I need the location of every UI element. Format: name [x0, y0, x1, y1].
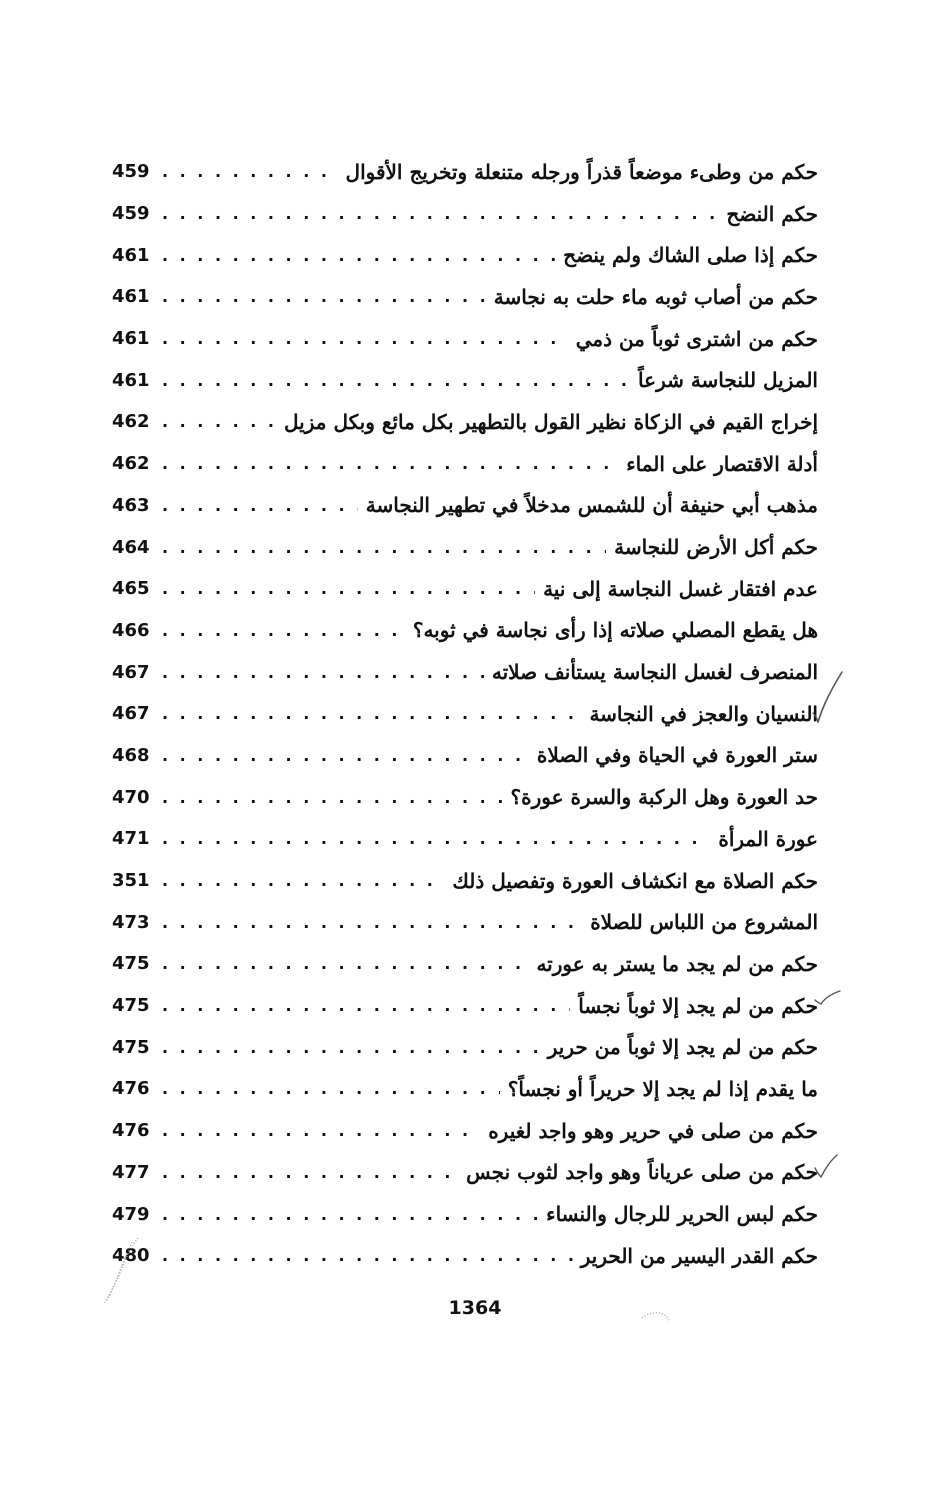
toc-entry: [112, 234, 818, 276]
toc-entry-page: 462: [112, 453, 150, 475]
toc-entry: [112, 860, 818, 902]
toc-entry-page: 351: [112, 870, 150, 892]
toc-entry-title: عدم افتقار غسل النجاسة إلى نية: [543, 576, 818, 601]
toc-entry: [112, 151, 818, 193]
toc-entry: [112, 651, 818, 693]
dot-leader: [162, 663, 484, 682]
toc-entry-title: حكم من صلى في حرير وهو واجد لغيره: [488, 1118, 818, 1143]
toc-entry-title: المنصرف لغسل النجاسة يستأنف صلاته: [491, 660, 818, 685]
dot-leader: [162, 954, 528, 973]
toc-entry: [112, 1193, 818, 1235]
dot-leader: [162, 287, 486, 306]
toc-entry-title: حكم من صلى عرياناً وهو واجد لثوب نجس: [466, 1160, 818, 1185]
toc-entry-page: 476: [112, 1078, 150, 1100]
toc-entry-page: 464: [112, 536, 150, 558]
toc-entry-title: حد العورة وهل الركبة والسرة عورة؟: [510, 785, 818, 810]
toc-entry: [112, 568, 818, 610]
toc-entry: [112, 1110, 818, 1152]
toc-entry-page: 480: [112, 1245, 150, 1267]
dot-leader: [162, 871, 444, 890]
dot-leader: [162, 246, 555, 265]
toc-entry: [112, 818, 818, 860]
dot-leader: [162, 371, 630, 390]
dot-leader: [162, 746, 529, 765]
toc-entry: [112, 485, 818, 527]
dot-leader: [162, 1246, 573, 1265]
toc-entry: [112, 401, 818, 443]
toc-entry-page: 461: [112, 369, 150, 391]
toc-entry-title: حكم من اشترى ثوباً من ذمي: [575, 326, 818, 351]
toc-entry-title: النسيان والعجز في النجاسة: [589, 701, 818, 726]
toc-entry: [112, 1026, 818, 1068]
dot-leader: [162, 579, 535, 598]
toc-entry-title: مذهب أبي حنيفة أن للشمس مدخلاً في تطهير النجاسة: [365, 493, 818, 518]
dot-leader: [162, 162, 338, 181]
toc-entry-page: 467: [112, 703, 150, 725]
dot-leader: [162, 1121, 480, 1140]
toc-entry-title: ما يقدم إذا لم يجد إلا حريراً أو نجساً؟: [507, 1076, 818, 1101]
page-number: 1364: [448, 1297, 502, 1319]
toc-entry-page: 475: [112, 995, 150, 1017]
toc-entry: [112, 985, 818, 1027]
dot-leader: [162, 329, 568, 348]
toc-entry: [112, 359, 818, 401]
toc-entry: [112, 943, 818, 985]
toc-entry-title: حكم إذا صلى الشاك ولم ينضح: [563, 243, 818, 268]
toc-entry-title: المزيل للنجاسة شرعاً: [638, 368, 818, 393]
dot-leader: [162, 996, 570, 1015]
dot-leader: [162, 1038, 540, 1057]
toc-entry-title: المشروع من اللباس للصلاة: [590, 910, 818, 935]
dot-leader: [162, 621, 405, 640]
toc-entry: [112, 1235, 818, 1277]
toc-entry: [112, 1152, 818, 1194]
table-of-contents: [112, 151, 818, 1277]
toc-entry-page: 475: [112, 953, 150, 975]
toc-entry-page: 471: [112, 828, 150, 850]
toc-entry-page: 466: [112, 619, 150, 641]
dot-leader: [162, 913, 582, 932]
toc-entry-title: حكم من لم يجد إلا ثوباً من حرير: [547, 1035, 818, 1060]
dot-leader: [162, 788, 503, 807]
toc-entry-title: أدلة الاقتصار على الماء: [626, 451, 818, 476]
toc-entry: [112, 901, 818, 943]
toc-entry-title: ستر العورة في الحياة وفي الصلاة: [536, 743, 818, 768]
toc-entry-page: 479: [112, 1203, 150, 1225]
toc-entry: [112, 776, 818, 818]
toc-entry-title: حكم من لم يجد ما يستر به عورته: [536, 951, 818, 976]
dot-leader: [162, 204, 718, 223]
toc-entry: [112, 276, 818, 318]
toc-entry: [112, 693, 818, 735]
toc-entry: [112, 193, 818, 235]
toc-entry-page: 461: [112, 244, 150, 266]
toc-entry-title: حكم الصلاة مع انكشاف العورة وتفصيل ذلك: [452, 868, 818, 893]
toc-entry-title: عورة المرأة: [718, 826, 818, 851]
toc-entry-page: 461: [112, 328, 150, 350]
toc-entry-page: 459: [112, 203, 150, 225]
toc-entry-page: 463: [112, 494, 150, 516]
dot-leader: [162, 454, 618, 473]
dot-leader: [162, 704, 581, 723]
toc-entry-title: هل يقطع المصلي صلاته إذا رأى نجاسة في ثوبه؟: [412, 618, 818, 643]
toc-entry-title: حكم من أصاب ثوبه ماء حلت به نجاسة: [493, 284, 818, 309]
toc-entry: [112, 1068, 818, 1110]
dot-leader: [162, 538, 606, 557]
toc-entry: [112, 443, 818, 485]
toc-entry-page: 465: [112, 578, 150, 600]
dot-leader: [162, 412, 276, 431]
toc-entry: [112, 318, 818, 360]
toc-entry-page: 473: [112, 911, 150, 933]
toc-entry-title: حكم النضح: [726, 201, 818, 226]
toc-entry-page: 459: [112, 161, 150, 183]
toc-entry-page: 462: [112, 411, 150, 433]
dot-leader: [162, 829, 710, 848]
toc-entry-title: حكم القدر اليسير من الحرير: [580, 1243, 818, 1268]
toc-entry: [112, 610, 818, 652]
toc-entry: [112, 735, 818, 777]
dot-leader: [162, 496, 358, 515]
toc-entry-page: 475: [112, 1036, 150, 1058]
toc-entry-page: 468: [112, 744, 150, 766]
dot-leader: [162, 1163, 458, 1182]
toc-entry: [112, 526, 818, 568]
toc-entry-page: 467: [112, 661, 150, 683]
toc-entry-page: 477: [112, 1161, 150, 1183]
toc-entry-title: إخراج القيم في الزكاة نظير القول بالتطهير بكل مائع وبكل مزيل: [284, 409, 818, 434]
toc-entry-page: 470: [112, 786, 150, 808]
toc-entry-page: 461: [112, 286, 150, 308]
dot-leader: [162, 1079, 500, 1098]
toc-entry-page: 476: [112, 1120, 150, 1142]
toc-entry-title: حكم لبس الحرير للرجال والنساء: [546, 1202, 818, 1227]
toc-entry-title: حكم من وطىء موضعاً قذراً ورجله متنعلة وتخريج الأقوال: [345, 159, 818, 184]
dot-leader: [162, 1205, 538, 1224]
toc-entry-title: حكم من لم يجد إلا ثوباً نجساً: [578, 993, 818, 1018]
toc-entry-title: حكم أكل الأرض للنجاسة: [614, 535, 818, 560]
